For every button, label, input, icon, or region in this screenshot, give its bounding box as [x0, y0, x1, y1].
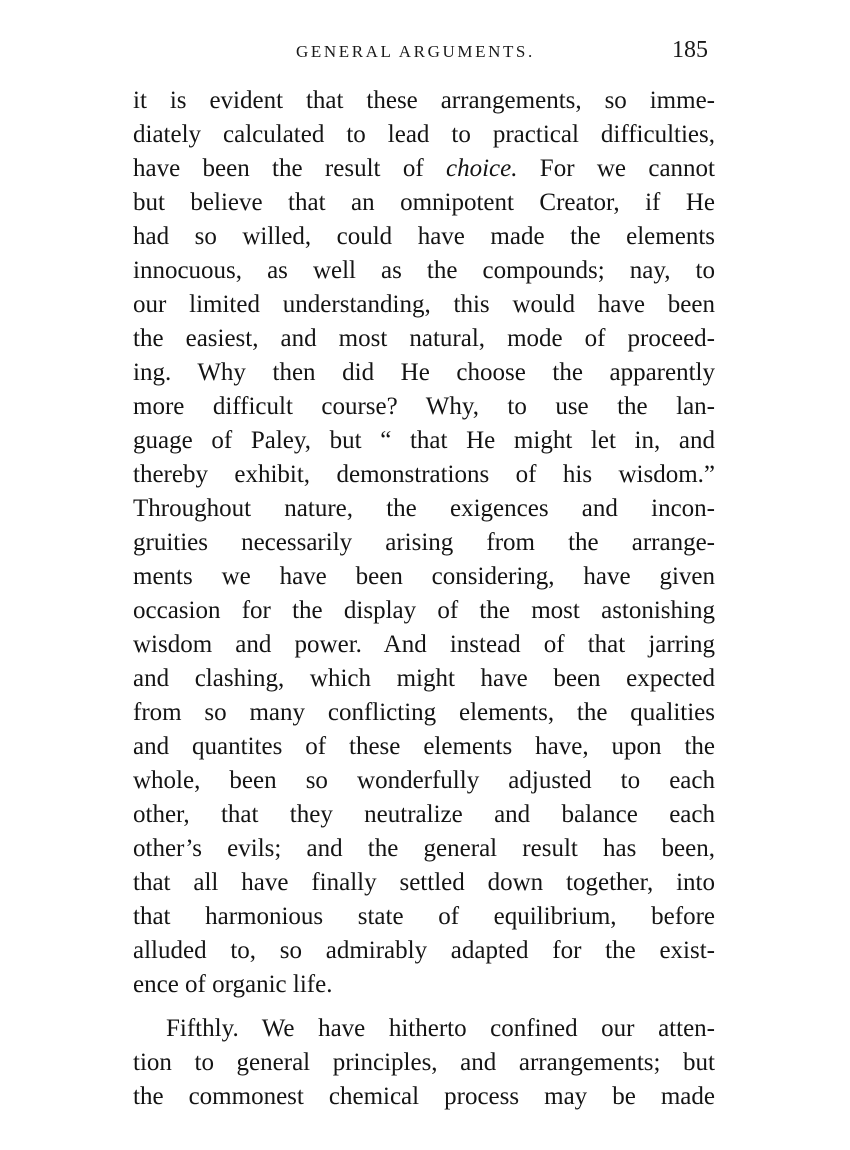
running-title: GENERAL ARGUMENTS.: [296, 42, 535, 61]
text-run: have been the result of: [133, 155, 446, 182]
text-line: occasion for the display of the most astonishing: [133, 597, 715, 624]
text-line: from so many conflicting elements, the qualities: [133, 699, 715, 726]
paragraph: [133, 1012, 715, 1114]
text-line: that all have finally settled down together, into: [133, 869, 715, 896]
text-line: the easiest, and most natural, mode of proceed-: [133, 325, 715, 352]
paragraph-spacer: [133, 1002, 715, 1012]
body-text: [133, 84, 715, 1114]
text-run: For we cannot: [517, 155, 715, 182]
text-line: whole, been so wonderfully adjusted to each: [133, 767, 715, 794]
text-line: other’s evils; and the general result has been,: [133, 835, 715, 862]
text-line: gruities necessarily arising from the arrange-: [133, 529, 715, 556]
text-line: the commonest chemical process may be made: [133, 1083, 715, 1110]
italic-word: choice.: [445, 155, 518, 182]
text-line: guage of Paley, but “ that He might let in, and: [133, 427, 715, 454]
text-line: but believe that an omnipotent Creator, if He: [133, 189, 715, 216]
text-line: alluded to, so admirably adapted for the exist-: [133, 937, 715, 964]
page-number: 185: [672, 37, 708, 63]
text-line: had so willed, could have made the elements: [133, 223, 715, 250]
text-line: diately calculated to lead to practical difficulties,: [133, 121, 715, 148]
text-line: more difficult course? Why, to use the lan-: [133, 393, 715, 420]
text-line: thereby exhibit, demonstrations of his wisdom.”: [133, 461, 715, 488]
text-line: tion to general principles, and arrangements; but: [133, 1049, 715, 1076]
text-line: [133, 152, 715, 186]
text-line: wisdom and power. And instead of that jarring: [133, 631, 715, 658]
text-line: Fifthly. We have hitherto confined our atten-: [166, 1015, 715, 1042]
text-line: innocuous, as well as the compounds; nay, to: [133, 257, 715, 284]
text-line: and clashing, which might have been expected: [133, 665, 715, 692]
text-line: Throughout nature, the exigences and incon-: [133, 495, 715, 522]
text-line: our limited understanding, this would have been: [133, 291, 715, 318]
text-line: that harmonious state of equilibrium, before: [133, 903, 715, 930]
text-line: it is evident that these arrangements, so imme-: [133, 87, 715, 114]
text-line: and quantites of these elements have, upon the: [133, 733, 715, 760]
text-line: ence of organic life.: [133, 971, 333, 998]
text-line: ments we have been considering, have given: [133, 563, 715, 590]
paragraph: [133, 84, 715, 1002]
text-line: other, that they neutralize and balance each: [133, 801, 715, 828]
text-line: ing. Why then did He choose the apparently: [133, 359, 715, 386]
